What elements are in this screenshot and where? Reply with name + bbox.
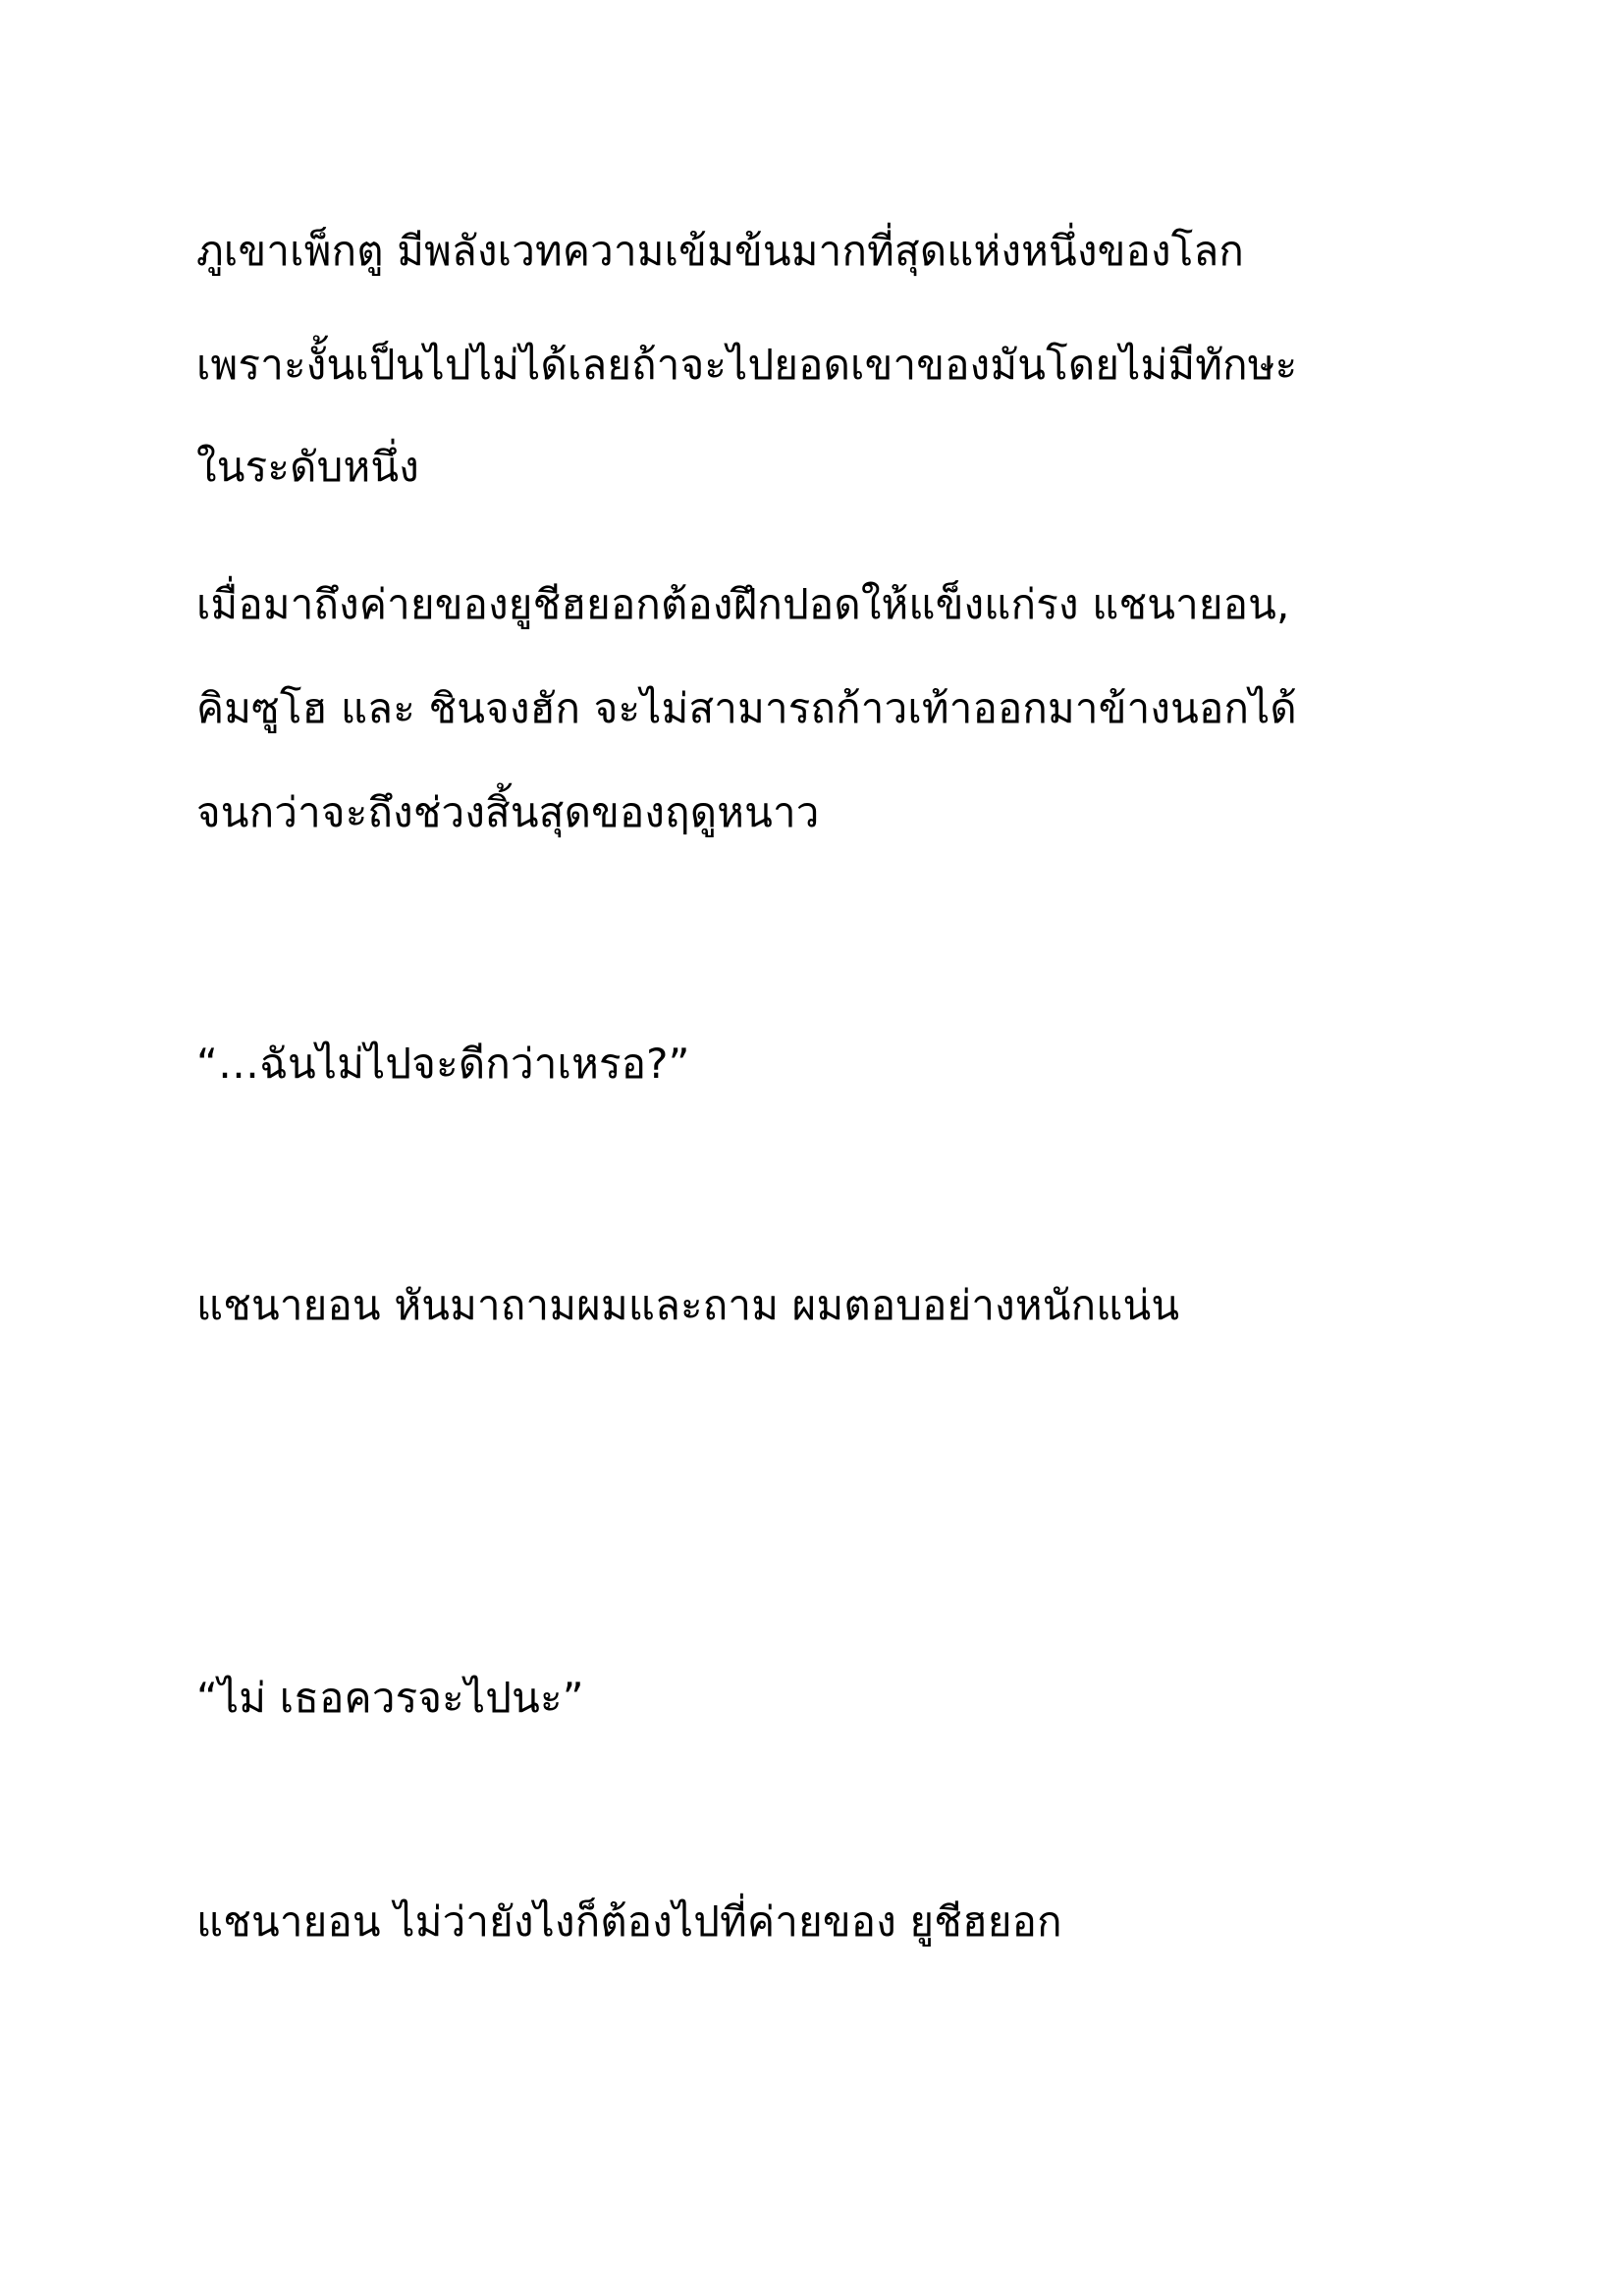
paragraph1-line2: เพราะงั้นเป็นไปไม่ได้เลยถ้าจะไปยอดเขาของมันโดยไม่มีทักษะ (196, 341, 1298, 389)
dialogue-line-2: “ไม่ เธอควรจะไปนะ” (196, 1674, 584, 1722)
paragraph1-line3: ในระดับหนึ่ง (196, 443, 419, 491)
paragraph2-line1: เมื่อมาถึงค่ายของยูชีฮยอกต้องฝึกปอดให้แข็งแก่รง แชนายอน, (196, 580, 1290, 628)
paragraph1-line1: ภูเขาเพ็กตู มีพลังเวทความเข้มข้นมากที่สุดแห่งหนึ่งของโลก (196, 227, 1245, 275)
paragraph2-line3: จนกว่าจะถึงช่วงสิ้นสุดของฤดูหนาว (196, 788, 820, 836)
narration-line-2: แชนายอน ไม่ว่ายังไงก็ต้องไปที่ค่ายของ ยูชีฮยอก (196, 1897, 1062, 1946)
dialogue-line-1: “…ฉันไม่ไปจะดีกว่าเหรอ?” (196, 1040, 690, 1088)
narration-line-1: แชนายอน หันมาถามผมและถาม ผมตอบอย่างหนักแน่น (196, 1281, 1180, 1329)
paragraph2-line2: คิมซูโฮ และ ชินจงฮัก จะไม่สามารถก้าวเท้าออกมาข้างนอกได้ (196, 684, 1297, 732)
